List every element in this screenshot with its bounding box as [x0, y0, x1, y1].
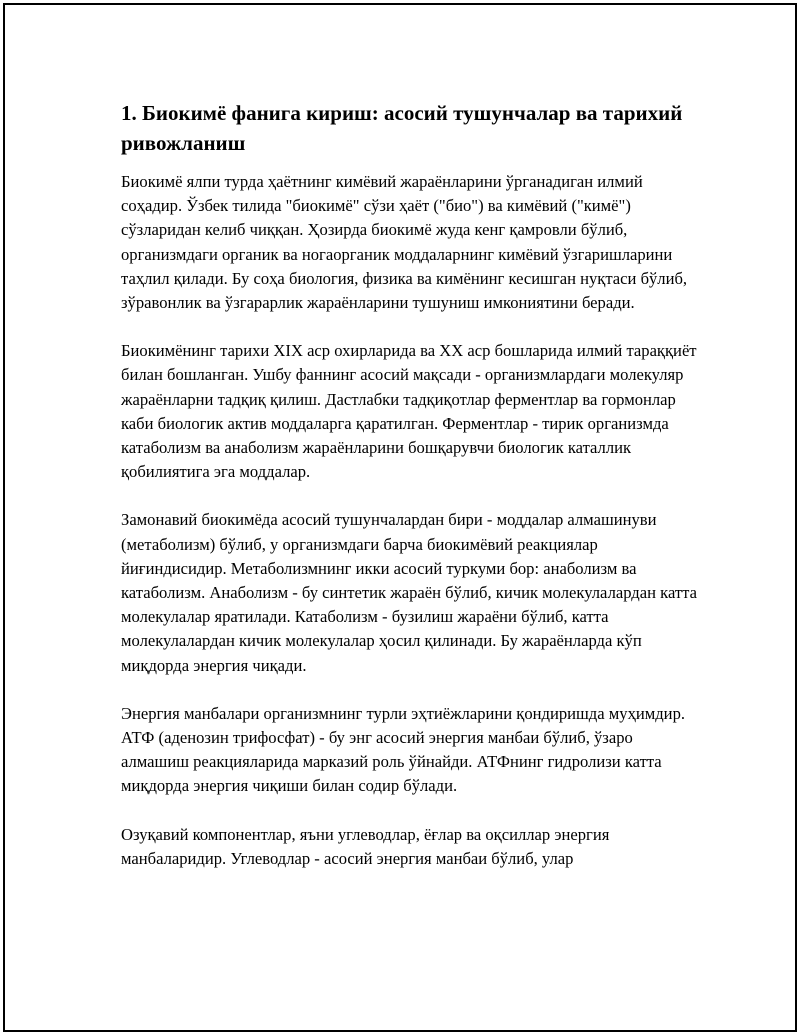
- paragraph-nutrients: Озуқавий компонентлар, яъни углеводлар, ёғлар ва оқсиллар энергия манбаларидир. Углеводлар - асосий энергия манбаи бўлиб, улар: [121, 824, 610, 868]
- paragraph-history: Биокимёнинг тарихи XIX аср охирларида ва XX аср бошларида илмий тараққиёт билан бошланган. Ушбу фаннинг асосий мақсади - организмлардаги молекуляр жараёнларни тадқиқ қилиш. Дастлабки тадқиқотлар ферментлар ва гормонлар каби биологик актив моддаларга қаратилган. Ферментлар - тирик организмда катаболизм ва анаболизм жараёнларини бошқарувчи биологик каталлик қобилиятига эга моддалар.: [121, 341, 697, 482]
- paragraph-energy: Энергия манбалари организмнинг турли эҳтиёжларини қондиришда муҳимдир. АТФ (аденозин трифосфат) - бу энг асосий энергия манбаи бўлиб, ўзаро алмашиш реакцияларида марказий роль ўйнайди. АТФнинг гидролизи катта миқдорда энергия чиқиши билан содир бўлади.: [121, 703, 686, 796]
- document-page: [3, 3, 797, 1032]
- paragraph-intro: Биокимё ялпи турда ҳаётнинг кимёвий жараёнларини ўрганадиган илмий соҳадир. Ўзбек тилида "биокимё" сўзи ҳаёт ("био") ва кимёвий ("кимё") сўзларидан келиб чиққан. Ҳозирда биокимё жуда кенг қамровли бўлиб, организмдаги органик ва ногаорганик моддаларнинг кимёвий ўзгаришларини таҳлил қилади. Бу соҳа биология, физика ва кимёнинг кесишган нуқтаси бўлиб, зўравонлик ва ўзгарарлик жараёнларини тушуниш имкониятини беради.: [121, 172, 688, 313]
- paragraph-metabolism: Замонавий биокимёда асосий тушунчалардан бири - моддалар алмашинуви (метаболизм) бўлиб, у организмдаги барча биокимёвий реакциялар йиғиндисидир. Метаболизмнинг икки асосий туркуми бор: анаболизм ва катаболизм. Анаболизм - бу синтетик жараён бўлиб, кичик молекулалардан катта молекулалар яратилади. Катаболизм - бузилиш жараёни бўлиб, катта молекулалардан кичик молекулалар ҳосил қилинади. Бу жараёнларда кўп миқдорда энергия чиқади.: [121, 510, 697, 675]
- document-body: [121, 98, 701, 895]
- section-heading: 1. Биокимё фанига кириш: асосий тушунчалар ва тарихий ривожланиш: [121, 101, 683, 155]
